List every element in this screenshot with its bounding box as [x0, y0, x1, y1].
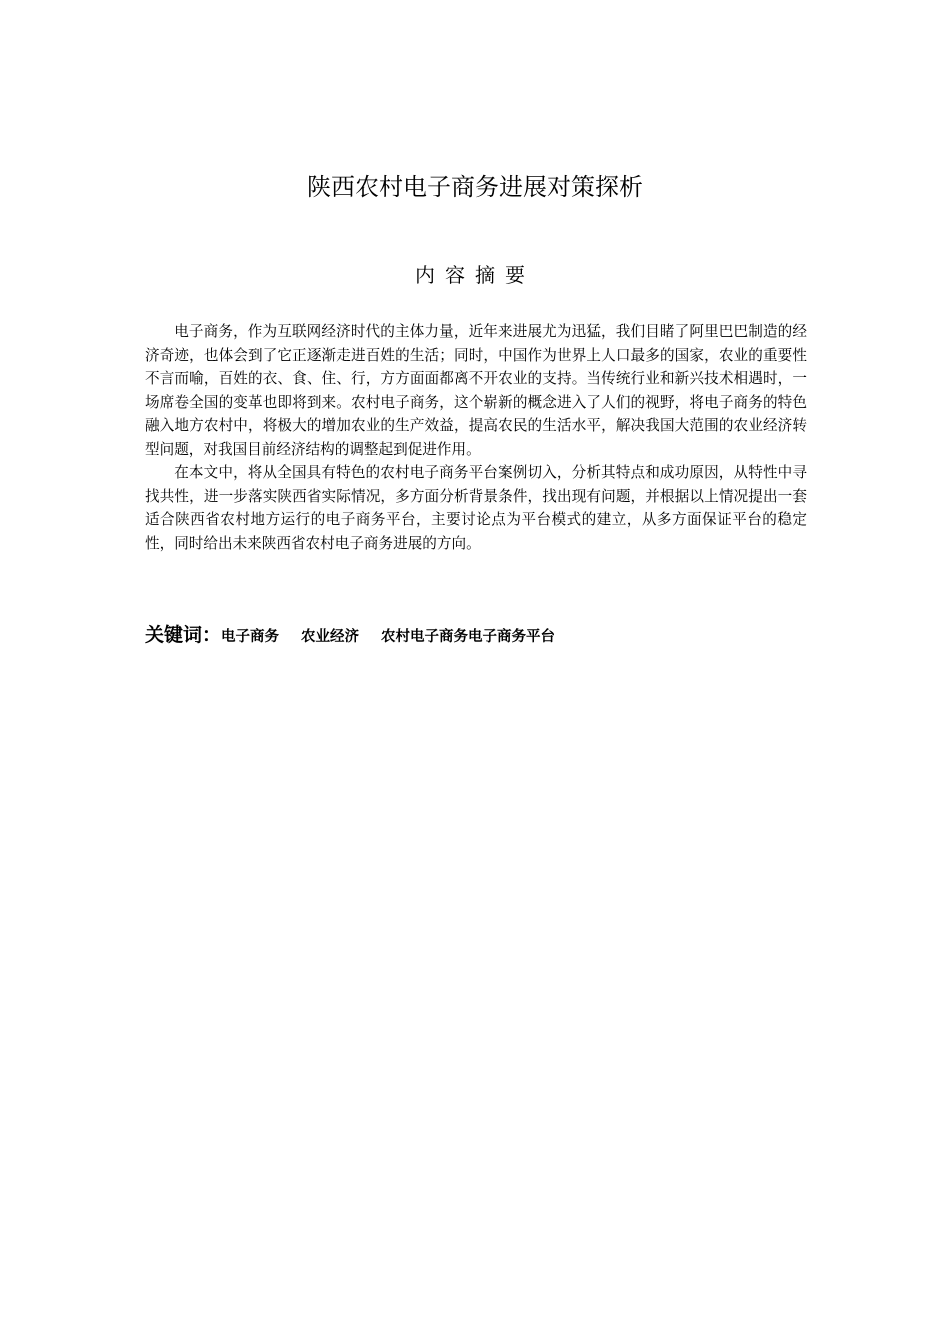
keywords-label: 关键词：: [145, 624, 222, 646]
abstract-paragraph-1: 电子商务，作为互联网经济时代的主体力量，近年来进展尤为迅猛，我们目睹了阿里巴巴制造的经济奇迹，也体会到了它正逐渐走进百姓的生活；同时，中国作为世界上人口最多的国家，农业的重要性不言而喻，百姓的衣、食、住、行，方方面面都离不开农业的支持。当传统行业和新兴技术相遇时，一场席卷全国的变革也即将到来。农村电子商务，这个崭新的概念进入了人们的视野，将电子商务的特色融入地方农村中，将极大的增加农业的生产效益，提高农民的生活水平，解决我国大范围的农业经济转型问题，对我国目前经济结构的调整起到促进作用。: [145, 323, 807, 458]
abstract-heading: 内容摘要: [415, 263, 535, 287]
keyword-item: 农村电子商务电子商务平台: [381, 629, 556, 645]
keyword-item: 农业经济: [301, 629, 360, 645]
abstract-paragraph-2: 在本文中，将从全国具有特色的农村电子商务平台案例切入，分析其特点和成功原因，从特性中寻找共性，进一步落实陕西省实际情况，多方面分析背景条件，找出现有问题，并根据以上情况提出一套适合陕西省农村地方运行的电子商务平台，主要讨论点为平台模式的建立，从多方面保证平台的稳定性，同时给出未来陕西省农村电子商务进展的方向。: [145, 464, 807, 552]
document-title: 陕西农村电子商务进展对策探析: [307, 173, 643, 201]
keyword-item: 电子商务: [221, 629, 280, 645]
abstract-body: [145, 320, 807, 555]
keywords-line: [145, 620, 807, 647]
